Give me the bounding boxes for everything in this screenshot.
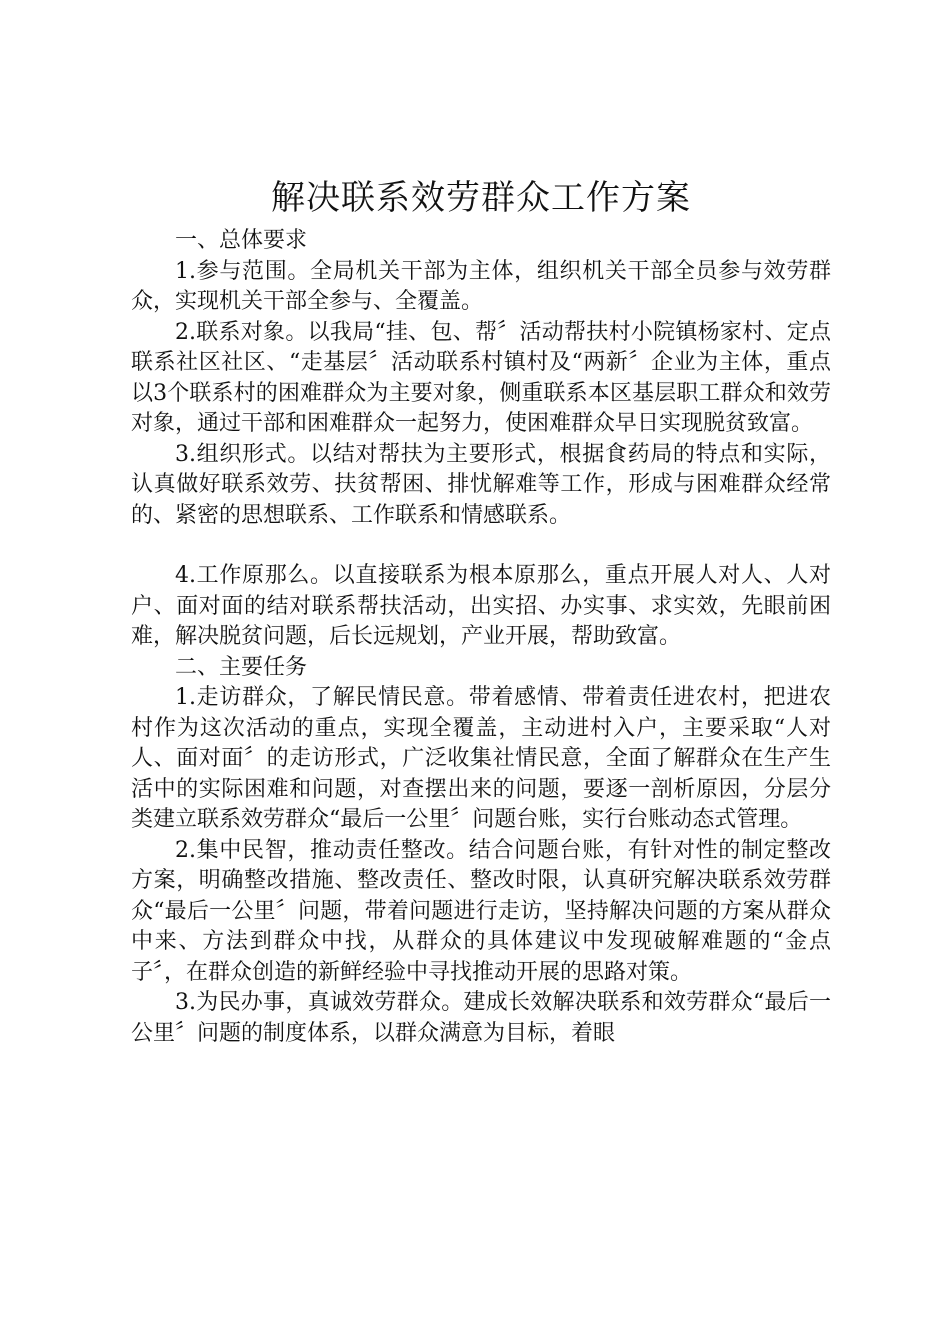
paragraph-visit-masses: 1.走访群众，了解民情民意。带着感情、带着责任进农村，把进农村作为这次活动的重点，实现全覆盖，主动进村入户，主要采取“人对人、面对面〞的走访形式，广泛收集社情民意，全面了解群众在生产生活中的实际困难和问题，对查摆出来的问题，要逐一剖析原因，分层分类建立联系效劳群众“最后一公里〞问题台账，实行台账动态式管理。 <box>131 685 831 832</box>
section-heading-main-tasks: 二、主要任务 <box>175 654 308 680</box>
section-heading-general-requirements: 一、总体要求 <box>175 228 308 253</box>
paragraph-gather-wisdom: 2.集中民智，推动责任整改。结合问题台账，有针对性的制定整改方案，明确整改措施、整改责任、整改时限，认真研究解决联系效劳群众“最后一公里〞问题，带着问题进行走访，坚持解决问题的方案从群众中来、方法到群众中找，从群众的具体建议中发现破解难题的“金点子〞，在群众创造的新鲜经验中寻找推动开展的思路对策。 <box>131 837 831 985</box>
document-page <box>131 176 831 1049</box>
paragraph-contact-targets: 2.联系对象。以我局“挂、包、帮〞活动帮扶村小院镇杨家村、定点联系社区社区、“走基层〞活动联系村镇村及“两新〞企业为主体，重点以3个联系村的困难群众为主要对象，侧重联系本区基层职工群众和效劳对象，通过干部和困难群众一起努力，使困难群众早日实现脱贫致富。 <box>131 319 831 436</box>
paragraph-work-principle: 4.工作原那么。以直接联系为根本原那么，重点开展人对人、人对户、面对面的结对联系帮扶活动，出实招、办实事、求实效，先眼前困难，解决脱贫问题，后长远规划，产业开展，帮助致富。 <box>131 563 831 649</box>
paragraph-serve-people: 3.为民办事，真诚效劳群众。建成长效解决联系和效劳群众“最后一公里〞问题的制度体系，以群众满意为目标，着眼 <box>131 990 831 1046</box>
paragraph-participation-scope: 1.参与范围。全局机关干部为主体，组织机关干部全员参与效劳群众，实现机关干部全参与、全覆盖。 <box>131 258 831 314</box>
document-title: 解决联系效劳群众工作方案 <box>271 178 691 218</box>
paragraph-organization-form: 3.组织形式。以结对帮扶为主要形式，根据食药局的特点和实际，认真做好联系效劳、扶贫帮困、排忧解难等工作，形成与困难群众经常的、紧密的思想联系、工作联系和情感联系。 <box>131 441 831 528</box>
